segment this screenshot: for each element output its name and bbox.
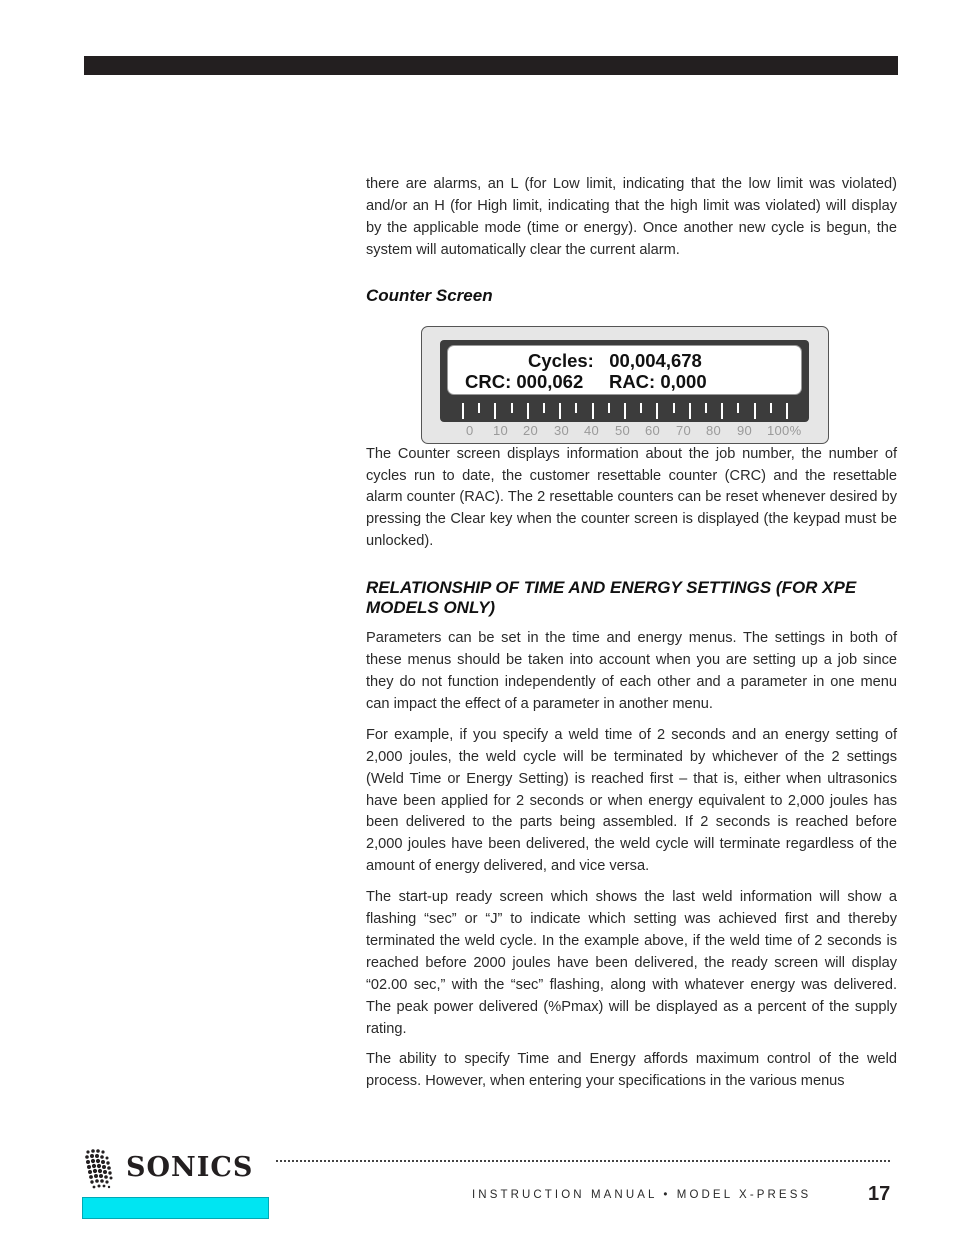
logo-wordmark: SONICS [126,1152,254,1183]
lcd-tick [608,403,610,413]
lcd-tick [527,403,529,419]
sonics-logo [84,1148,274,1190]
lcd-tick [494,403,496,419]
lcd-tick [721,403,723,419]
counter-screen-heading: Counter Screen [366,285,493,305]
lcd-scale-label: 50 [615,422,631,438]
page-number: 17 [868,1183,891,1205]
lcd-scale-label: 60 [645,422,661,438]
lcd-tick [624,403,626,419]
page-content [366,174,897,1093]
lcd-tick [656,403,658,419]
relationship-section [366,578,897,1093]
lcd-bar-graph-ticks [462,403,788,419]
lcd-tick [592,403,594,419]
lcd-line-counters: CRC: 000,062 RAC: 0,000 [465,370,707,392]
lcd-scale-label: 0 [466,422,474,438]
footer-manual-title: INSTRUCTION MANUAL • MODEL X-PRESS [472,1189,812,1201]
lcd-tick [754,403,756,419]
lcd-screen [447,345,802,395]
lcd-tick [511,403,513,413]
lcd-scale-label: 40 [584,422,600,438]
lcd-frame [440,340,809,422]
lcd-tick [737,403,739,413]
logo-dot-pattern-icon [84,1148,116,1190]
lcd-scale-label: 30 [554,422,570,438]
lcd-scale-label: 80 [706,422,722,438]
relationship-paragraph-1: Parameters can be set in the time and energy menus. The settings in both of these menus should be taken into account when you are setting up a job since they do not function independently of each other and a parameter in one menu can impact the effect of a parameter in another menu. [366,630,897,712]
lcd-scale-label: 100% [767,422,802,438]
counter-description: The Counter screen displays information about the job number, the number of cycles run to date, the customer resettable counter (CRC) and the resettable alarm counter (RAC). The 2 resettable counters can be reset whenever desired by pressing the Clear key when the counter screen is displayed (the keypad must be unlocked). [366,445,897,550]
relationship-paragraph-2: For example, if you specify a weld time of 2 seconds and an energy setting of 2,000 joules, the weld cycle will be terminated by whichever of the 2 settings (Weld Time or Energy Setting) is reached first – that is, either when ultrasonics have been applied for 2 seconds or when energy equivalent to 2,000 joules has been delivered to the parts being assembled. If 2 seconds is reached before 2,000 joules have been delivered, the weld cycle will terminate regardless of the amount of energy delivered, and vice versa. [366,726,897,875]
footer-accent-bar [82,1197,269,1219]
lcd-tick [543,403,545,413]
lcd-scale-label: 70 [676,422,692,438]
header-bar [84,56,898,75]
relationship-heading: RELATIONSHIP OF TIME AND ENERGY SETTINGS (FOR XPE MODELS ONLY) [366,578,857,618]
lcd-tick [673,403,675,413]
lcd-tick [770,403,772,413]
lcd-scale-label: 90 [737,422,753,438]
lcd-line-cycles: Cycles: 00,004,678 [528,349,702,371]
relationship-paragraph-4: The ability to specify Time and Energy affords maximum control of the weld process. However, when entering your specifications in the various menus [366,1051,897,1090]
lcd-tick [705,403,707,413]
lcd-scale-label: 20 [523,422,539,438]
lcd-scale-label: 10 [493,422,509,438]
lcd-tick [575,403,577,413]
lcd-tick [478,403,480,413]
lcd-tick [786,403,788,419]
lcd-tick [559,403,561,419]
relationship-paragraph-3: The start-up ready screen which shows the last weld information will show a flashing “sec” or “J” to indicate which setting was achieved first and thereby terminated the weld cycle. In the example above, if the weld time of 2 seconds is reached before 2000 joules have been delivered, the ready screen will display “02.00 sec,” with the “sec” flashing, along with whatever energy was delivered. The peak power delivered (%Pmax) will be displayed as a percent of the supply rating. [366,889,897,1037]
lcd-tick [689,403,691,419]
intro-paragraph: there are alarms, an L (for Low limit, indicating that the low limit was violated) and/or an H (for High limit, indicating that the high limit was violated) will display by the applicable mode (time or energy). Once another new cycle is begun, the system will automatically clear the current alarm. [366,176,897,258]
footer-dot-leader [276,1160,890,1162]
lcd-tick [462,403,464,419]
lcd-display-figure [421,326,829,444]
lcd-tick [640,403,642,413]
lcd-scale-labels [466,423,806,439]
